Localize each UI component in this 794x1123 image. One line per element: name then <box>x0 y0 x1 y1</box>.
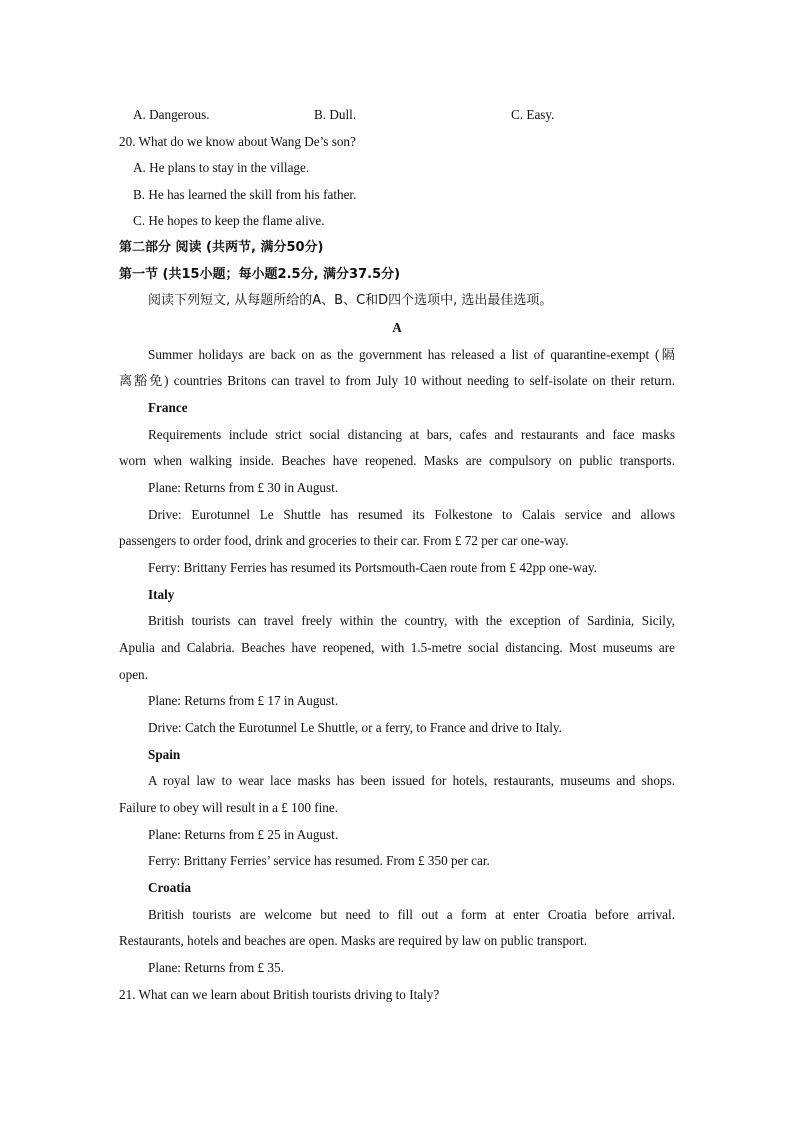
croatia-text-2: Restaurants, hotels and beaches are open. Masks are required by law on public transport. <box>119 933 588 948</box>
croatia-text-1: British tourists are welcome but need to fill out a form at enter Croatia before arrival. <box>148 907 675 922</box>
instructions: 阅读下列短文, 从每题所给的A、B、C和D四个选项中, 选出最佳选项。 <box>148 293 553 308</box>
intro-line-1: Summer holidays are back on as the government has released a list of quarantine-exempt (隔 <box>148 347 675 362</box>
france-ferry: Ferry: Brittany Ferries has resumed its Portsmouth-Caen route from £ 42pp one-way. <box>148 560 597 575</box>
spain-text-2: Failure to obey will result in a £ 100 fine. <box>119 800 339 815</box>
q20-option-a: A. He plans to stay in the village. <box>133 160 310 175</box>
italy-text-1: British tourists can travel freely within the country, with the exception of Sardinia, Sicily, <box>148 613 675 628</box>
france-drive-2: passengers to order food, drink and groceries to their car. From £ 72 per car one-way. <box>119 533 569 548</box>
part2-heading: 第二部分 阅读 (共两节, 满分50分) <box>119 240 324 255</box>
croatia-plane: Plane: Returns from £ 35. <box>148 960 284 975</box>
france-requirements-2: worn when walking inside. Beaches have reopened. Masks are compulsory on public transports. <box>119 453 675 468</box>
spain-heading: Spain <box>148 747 181 762</box>
q20-option-c: C. He hopes to keep the flame alive. <box>133 213 325 228</box>
passage-label: A <box>392 320 402 335</box>
q20-question: 20. What do we know about Wang De’s son? <box>119 134 356 149</box>
q19-option-c: C. Easy. <box>511 107 555 122</box>
q19-option-b: B. Dull. <box>314 107 357 122</box>
intro-line-2: 离豁免) countries Britons can travel to from July 10 without needing to self-isolate on their return. <box>119 373 675 388</box>
spain-plane: Plane: Returns from £ 25 in August. <box>148 827 339 842</box>
italy-text-3: open. <box>119 667 148 682</box>
italy-drive: Drive: Catch the Eurotunnel Le Shuttle, or a ferry, to France and drive to Italy. <box>148 720 562 735</box>
italy-plane: Plane: Returns from £ 17 in August. <box>148 693 339 708</box>
italy-text-2: Apulia and Calabria. Beaches have reopened, with 1.5-metre social distancing. Most museums are <box>119 640 675 655</box>
spain-text-1: A royal law to wear lace masks has been issued for hotels, restaurants, museums and shops. <box>148 773 675 788</box>
spain-ferry: Ferry: Brittany Ferries’ service has resumed. From £ 350 per car. <box>148 853 490 868</box>
france-drive-1: Drive: Eurotunnel Le Shuttle has resumed its Folkestone to Calais service and allows <box>148 507 675 522</box>
q20-option-b: B. He has learned the skill from his father. <box>133 187 357 202</box>
q19-option-a: A. Dangerous. <box>133 107 210 122</box>
france-heading: France <box>148 400 188 415</box>
france-requirements-1: Requirements include strict social distancing at bars, cafes and restaurants and face masks <box>148 427 675 442</box>
q21-question: 21. What can we learn about British tourists driving to Italy? <box>119 987 440 1002</box>
croatia-heading: Croatia <box>148 880 191 895</box>
section1-heading: 第一节 (共15小题；每小题2.5分, 满分37.5分) <box>119 267 401 282</box>
france-plane: Plane: Returns from £ 30 in August. <box>148 480 339 495</box>
italy-heading: Italy <box>148 587 175 602</box>
